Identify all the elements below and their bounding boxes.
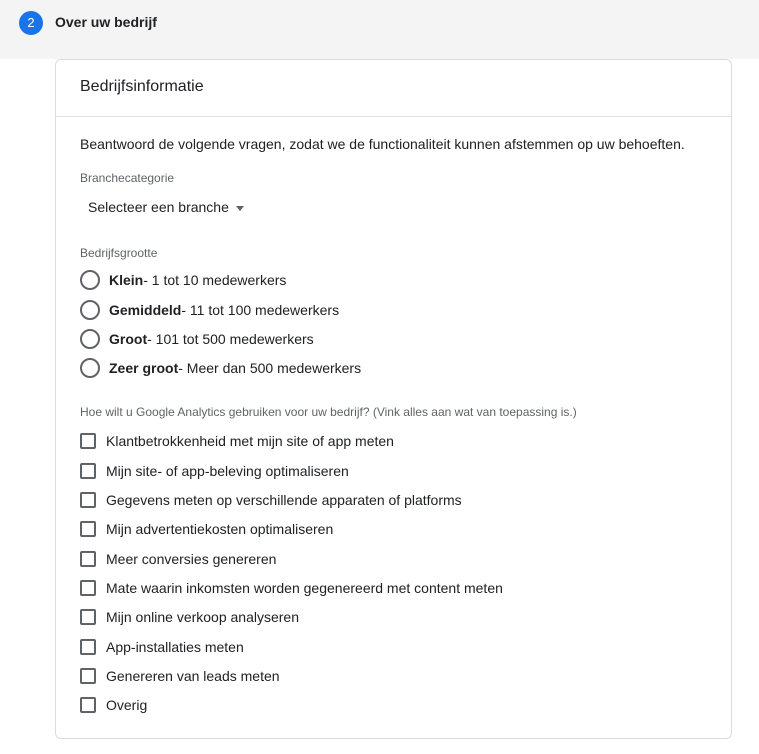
branche-dropdown-value: Selecteer een branche	[88, 199, 229, 215]
usage-option-label: Klantbetrokkenheid met mijn site of app meten	[106, 433, 394, 449]
usage-option[interactable]	[80, 461, 349, 481]
usage-option[interactable]	[80, 549, 276, 569]
usage-option-label: Overig	[106, 697, 148, 713]
checkbox[interactable]	[80, 639, 96, 655]
usage-option-label: Mate waarin inkomsten worden gegenereerd met content meten	[106, 580, 503, 596]
intro-text: Beantwoord de volgende vragen, zodat we de functionaliteit kunnen afstemmen op uw behoeften.	[80, 136, 685, 152]
usage-option[interactable]	[80, 578, 503, 598]
card-divider	[56, 116, 731, 117]
checkbox[interactable]	[80, 551, 96, 567]
size-option-desc: - 1 tot 10 medewerkers	[143, 272, 287, 288]
usage-option[interactable]	[80, 637, 244, 657]
step-number-badge: 2	[19, 11, 43, 35]
radio-button[interactable]	[80, 300, 100, 320]
size-option-zeer-groot[interactable]	[80, 357, 361, 379]
checkbox[interactable]	[80, 492, 96, 508]
checkbox[interactable]	[80, 609, 96, 625]
size-label: Bedrijfsgrootte	[80, 246, 158, 260]
usage-option-label: Mijn site- of app-beleving optimaliseren	[106, 463, 349, 479]
usage-label: Hoe wilt u Google Analytics gebruiken voor uw bedrijf? (Vink alles aan wat van toepassing is.)	[80, 405, 577, 419]
branche-label: Branchecategorie	[80, 171, 175, 185]
step-title: Over uw bedrijf	[55, 14, 157, 30]
radio-button[interactable]	[80, 329, 100, 349]
usage-option-label: Genereren van leads meten	[106, 668, 280, 684]
size-option-gemiddeld[interactable]	[80, 299, 339, 321]
checkbox[interactable]	[80, 521, 96, 537]
radio-button[interactable]	[80, 270, 100, 290]
size-option-groot[interactable]	[80, 328, 314, 350]
usage-option[interactable]	[80, 607, 299, 627]
checkbox[interactable]	[80, 433, 96, 449]
size-option-desc: - 11 tot 100 medewerkers	[181, 302, 340, 318]
usage-option[interactable]	[80, 431, 394, 451]
radio-button[interactable]	[80, 358, 100, 378]
checkbox[interactable]	[80, 463, 96, 479]
business-info-card	[55, 59, 732, 739]
size-option-name: Gemiddeld	[109, 302, 182, 318]
size-option-desc: - 101 tot 500 medewerkers	[147, 331, 314, 347]
size-option-klein[interactable]	[80, 269, 286, 291]
size-option-name: Groot	[109, 331, 148, 347]
branche-dropdown[interactable]	[88, 199, 244, 215]
checkbox[interactable]	[80, 697, 96, 713]
checkbox[interactable]	[80, 668, 96, 684]
size-option-desc: - Meer dan 500 medewerkers	[178, 360, 362, 376]
usage-option[interactable]	[80, 519, 333, 539]
usage-option-label: App-installaties meten	[106, 639, 244, 655]
usage-option-label: Mijn advertentiekosten optimaliseren	[106, 521, 334, 537]
card-title: Bedrijfsinformatie	[80, 78, 204, 95]
size-option-name: Klein	[109, 272, 144, 288]
caret-down-icon	[236, 206, 244, 211]
step-header	[0, 0, 759, 59]
usage-option-label: Meer conversies genereren	[106, 551, 277, 567]
usage-option[interactable]	[80, 490, 462, 510]
usage-option[interactable]	[80, 666, 280, 686]
usage-option-label: Mijn online verkoop analyseren	[106, 609, 299, 625]
usage-option[interactable]	[80, 695, 147, 715]
usage-option-label: Gegevens meten op verschillende apparaten of platforms	[106, 492, 462, 508]
checkbox[interactable]	[80, 580, 96, 596]
size-option-name: Zeer groot	[109, 360, 179, 376]
